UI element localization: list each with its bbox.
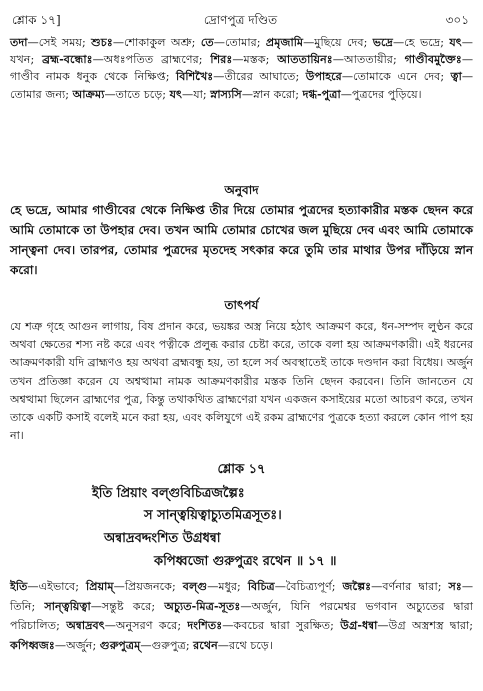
synonym-meaning: —কবচের দ্বারা সুরক্ষিত; <box>222 619 341 633</box>
synonym-word: কপিধ্বজঃ <box>10 637 55 652</box>
synonym-meaning: —অনুসরণ করে; <box>104 619 188 633</box>
synonym-meaning: —আততায়ীর; <box>332 53 405 67</box>
synonym-meaning: —যখন; <box>10 36 473 67</box>
synonym-word: অচ্যুত-মিত্র-সূতঃ <box>164 598 241 613</box>
synonym-word: আক্রম্য <box>72 86 105 101</box>
synonym-meaning: —গাণ্ডীব নামক ধনুক থেকে নিক্ষিপ্ত; <box>10 53 473 84</box>
synonym-meaning: —অর্জুন, যিনি পরমেশ্বর ভগবান অচ্যুতের দ্বারা পরিচালিত; <box>10 599 473 633</box>
header-chapter-title: দ্রোণপুত্র দণ্ডিত <box>203 13 278 27</box>
synonym-meaning: —যা; <box>182 87 211 101</box>
synonym-meaning: —পুত্রদের পুড়িয়ে। <box>340 87 422 101</box>
synonym-word: দগ্ধ-পুত্রা <box>302 86 341 101</box>
purport-text: যে শত্রু গৃহে আগুন লাগায়, বিষ প্রদান করে, ভয়ঙ্কর অস্ত্র নিয়ে হঠাৎ আক্রমণ করে, ধন-সম্পদ লুণ্ঠন করে অথবা ক্ষেতের শস্য নষ্ট করে এবং পত্নীকে প্রলুব্ধ করার চেষ্টা করে, তাকে বলা হয় আক্রমণকারী। এই ধরনের আক্রমণকারী যদি ব্রাহ্মণও হয় অথবা ব্রহ্মবন্ধু হয়, তা হলে সর্ব অবস্থাতেই তাকে দণ্ডদান করা বিধেয়। অর্জুন তখন প্রতিজ্ঞা করেন যে অশ্বত্থামা নামক আক্রমণকারীর মস্তক তিনি ছেদন করবেন। তিনি জানতেন যে অশ্বত্থামা ছিলেন ব্রাহ্মণের পুত্র, কিন্তু তথাকথিত ব্রাহ্মণেরা যখন একজন কসাইয়ের মতো আচরণ করে, তখন তাকে একটি কসাই বলেই মনে করা হয়, এবং কলিযুগে এই রকম ব্রাহ্মণের পুত্রকে হত্যা করলে কোন পাপ হয় না। <box>10 320 473 443</box>
synonym-meaning: —তোমার জন্য; <box>10 70 474 101</box>
synonym-meaning: —মস্তক; <box>232 53 278 67</box>
shloka-heading: শ্লোক ১৭ <box>217 462 266 477</box>
translation-heading: অনুবাদ <box>224 183 259 197</box>
purport-block <box>10 318 473 445</box>
synonym-word: যৎ <box>169 86 183 101</box>
synonym-word: আততায়িনঃ <box>277 52 333 67</box>
synonym-meaning: —তিনি; <box>10 580 473 613</box>
synonyms-top-paragraph <box>10 34 473 103</box>
synonym-word: সঃ <box>448 579 462 593</box>
synonym-word: স্নাস্যসি <box>210 86 242 101</box>
synonym-meaning: —বর্ণনার দ্বারা; <box>371 580 449 593</box>
synonym-meaning: —এইভাবে; <box>27 580 87 593</box>
synonym-word: ইতি <box>10 579 28 593</box>
synonym-meaning: —রথে চড়ে। <box>217 638 273 652</box>
translation-block <box>10 200 473 280</box>
synonym-meaning: —মধুর; <box>207 580 248 593</box>
synonym-meaning: —স্নান করো; <box>241 87 303 101</box>
synonym-word: ব্রহ্ম-বন্ধোঃ <box>42 52 93 67</box>
synonym-word: শিরঃ <box>210 52 233 67</box>
verse-line-2: স সান্ত্বয়িত্বাচ্যুতমিত্রসূতঃ। <box>144 508 282 523</box>
synonym-meaning: —তীরের আঘাতে; <box>213 70 306 84</box>
synonym-meaning: —উগ্র অস্ত্রশস্ত্র দ্বারা; <box>377 619 473 633</box>
translation-text: হে ভদ্রে, আমার গাণ্ডীবের থেকে নিক্ষিপ্ত তীর দিয়ে তোমার পুত্রদের হত্যাকারীর মস্তক ছেদন করে আমি তোমাকে তা উপহার দেব। তখন আমি তোমার চোখের জল মুছিয়ে দেব এবং আমি তোমাকে সান্ত্বনা দেব। তারপর, তোমার পুত্রদের মৃতদেহ সৎকার করে তুমি তার মাথার উপর দাঁড়িয়ে স্নান করো। <box>10 203 473 277</box>
synonym-word: অন্বাদ্রবৎ <box>66 618 105 633</box>
synonym-meaning: —বৈচিত্র্যপূর্ণ; <box>274 580 343 593</box>
synonym-word: বল্গু <box>182 579 208 593</box>
synonyms-bottom <box>10 577 473 655</box>
synonym-word: দংশিতঃ <box>187 618 223 633</box>
synonym-meaning: —হে ভদ্রে; <box>392 36 450 49</box>
synonym-word: ত্বা <box>450 69 462 84</box>
synonym-meaning: —সেই সময়; <box>27 36 92 49</box>
synonym-meaning: —তোমাকে এনে দেব; <box>341 70 451 84</box>
synonym-meaning: —গুরুপুত্র; <box>140 638 194 652</box>
page-header <box>12 12 469 30</box>
synonym-meaning: —সন্তুষ্ট করে; <box>90 599 165 613</box>
synonym-word: প্রমৃজামি <box>265 35 304 49</box>
synonym-word: শুচঃ <box>91 35 113 49</box>
verse-line-4: কপিধ্বজো গুরুপুত্রং রথেন ॥ ১৭ ॥ <box>154 554 337 569</box>
synonym-meaning: —অধঃপতিত ব্রাহ্মণের; <box>92 53 211 67</box>
synonyms-bottom-paragraph <box>10 577 473 655</box>
synonym-word: ভদ্রে <box>372 35 393 49</box>
synonym-word: তদা <box>10 35 28 49</box>
synonym-word: গাণ্ডীবমুক্তৈঃ <box>404 52 462 67</box>
verse-line-1: ইতি প্রিয়াং বল্গুবিচিত্রজল্পৈঃ <box>92 486 245 501</box>
synonym-word: গুরুপুত্রম্ <box>99 637 141 652</box>
synonym-word: জল্পৈঃ <box>342 579 372 593</box>
synonym-word: তে <box>200 35 214 49</box>
synonyms-top <box>10 34 473 103</box>
synonym-meaning: —অর্জুন; <box>54 638 100 652</box>
verse-line-3: অন্বাদ্রবদ্দংশিত উগ্রধন্বা <box>104 531 221 546</box>
synonym-meaning: —তোমার; <box>213 36 266 49</box>
synonym-word: উগ্র-ধন্বা <box>340 618 378 633</box>
synonym-meaning: —প্রিয়জনকে; <box>113 580 183 593</box>
synonym-word: উপাহরে <box>305 69 342 84</box>
synonym-meaning: —শোকাকুল অশ্রু; <box>112 36 201 49</box>
synonym-meaning: —মুছিয়ে দেব; <box>303 36 373 49</box>
synonym-word: বিশিখৈঃ <box>176 69 214 84</box>
header-page-number: ৩০১ <box>445 13 469 27</box>
synonym-meaning: —তাতে চড়ে; <box>104 87 170 101</box>
synonym-word: রথেন <box>193 637 218 652</box>
header-verse-ref: শ্লোক ১৭] <box>12 13 61 27</box>
synonym-word: প্রিয়াম্ <box>86 579 114 593</box>
synonym-word: যৎ <box>449 35 462 49</box>
synonym-word: সান্ত্বয়িত্বা <box>44 598 91 613</box>
synonym-word: বিচিত্র <box>247 579 275 593</box>
purport-heading: তাৎপর্য <box>224 298 259 312</box>
